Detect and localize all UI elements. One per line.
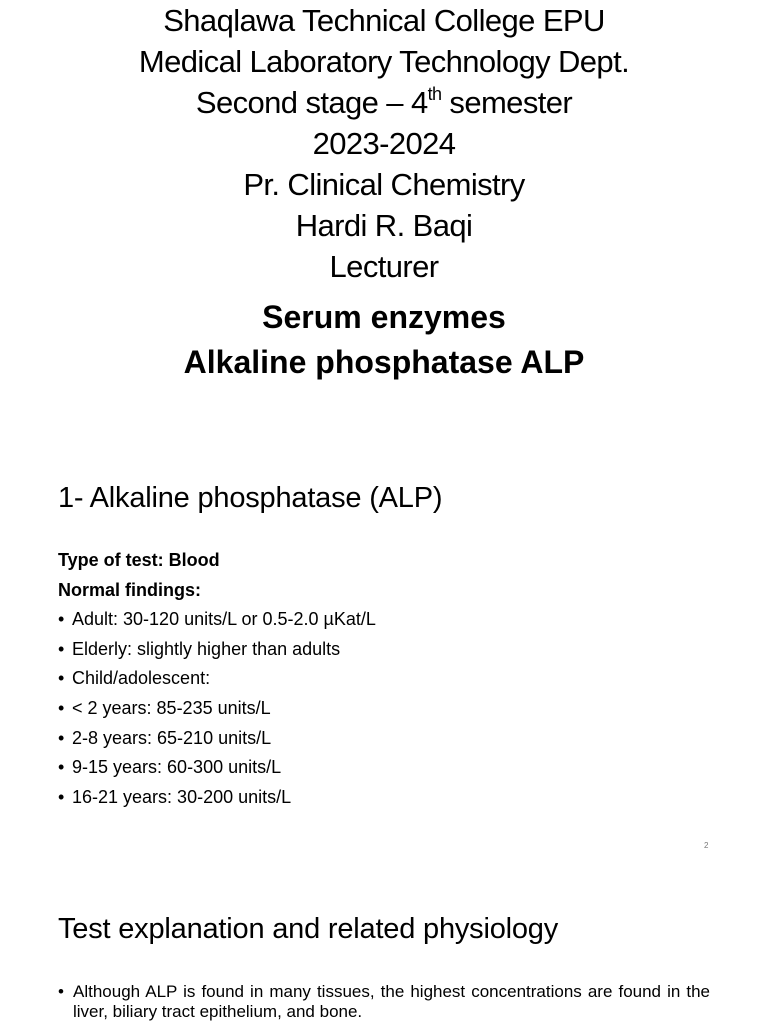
section-heading-alp: 1- Alkaline phosphatase (ALP)	[58, 482, 443, 514]
list-item	[58, 724, 376, 754]
department-name: Medical Laboratory Technology Dept.	[138, 44, 630, 79]
list-item	[58, 635, 376, 665]
list-item	[58, 982, 710, 1022]
bullet: •	[58, 609, 65, 630]
list-item-text: Elderly: slightly higher than adults	[72, 638, 341, 659]
list-item	[58, 605, 376, 635]
stage-line	[0, 82, 768, 123]
instructor-name: Hardi R. Baqi	[295, 208, 473, 243]
academic-year: 2023-2024	[312, 126, 456, 161]
physiology-explanation	[58, 982, 710, 1022]
list-item	[58, 694, 376, 724]
bullet: •	[58, 697, 65, 718]
stage-suffix: semester	[441, 85, 573, 120]
list-item	[58, 753, 376, 783]
page-number: 2	[704, 841, 709, 850]
list-item	[58, 783, 376, 813]
list-item-text: 9-15 years: 60-300 units/L	[72, 757, 282, 778]
topic-title: Serum enzymes	[262, 299, 506, 335]
stage-prefix: Second stage – 4	[195, 85, 428, 120]
test-type: Type of test: Blood	[58, 550, 220, 570]
explanation-text: Although ALP is found in many tissues, the highest concentrations are found in the liver, biliary tract epithelium, and bone.	[73, 982, 710, 1021]
list-item-text: Adult: 30-120 units/L or 0.5-2.0 µKat/L	[72, 609, 376, 630]
list-item-text: 2-8 years: 65-210 units/L	[72, 727, 272, 748]
normal-findings-label: Normal findings:	[58, 579, 201, 600]
list-item-text: < 2 years: 85-235 units/L	[72, 697, 271, 718]
normal-findings-list	[58, 605, 376, 812]
course-name: Pr. Clinical Chemistry	[243, 167, 525, 202]
title-block	[0, 0, 768, 385]
bullet: •	[58, 982, 64, 1001]
alp-info	[58, 546, 376, 812]
list-item-text: 16-21 years: 30-200 units/L	[72, 786, 292, 807]
instructor-role: Lecturer	[329, 249, 439, 284]
stage-superscript: th	[427, 84, 442, 104]
college-name: Shaqlawa Technical College EPU	[163, 3, 605, 38]
bullet: •	[58, 786, 65, 807]
subtopic-title: Alkaline phosphatase ALP	[183, 344, 585, 380]
list-item-text: Child/adolescent:	[72, 668, 211, 689]
list-item	[58, 664, 376, 694]
bullet: •	[58, 727, 65, 748]
bullet: •	[58, 668, 65, 689]
bullet: •	[58, 757, 65, 778]
bullet: •	[58, 638, 65, 659]
section-heading-physiology: Test explanation and related physiology	[58, 913, 559, 945]
